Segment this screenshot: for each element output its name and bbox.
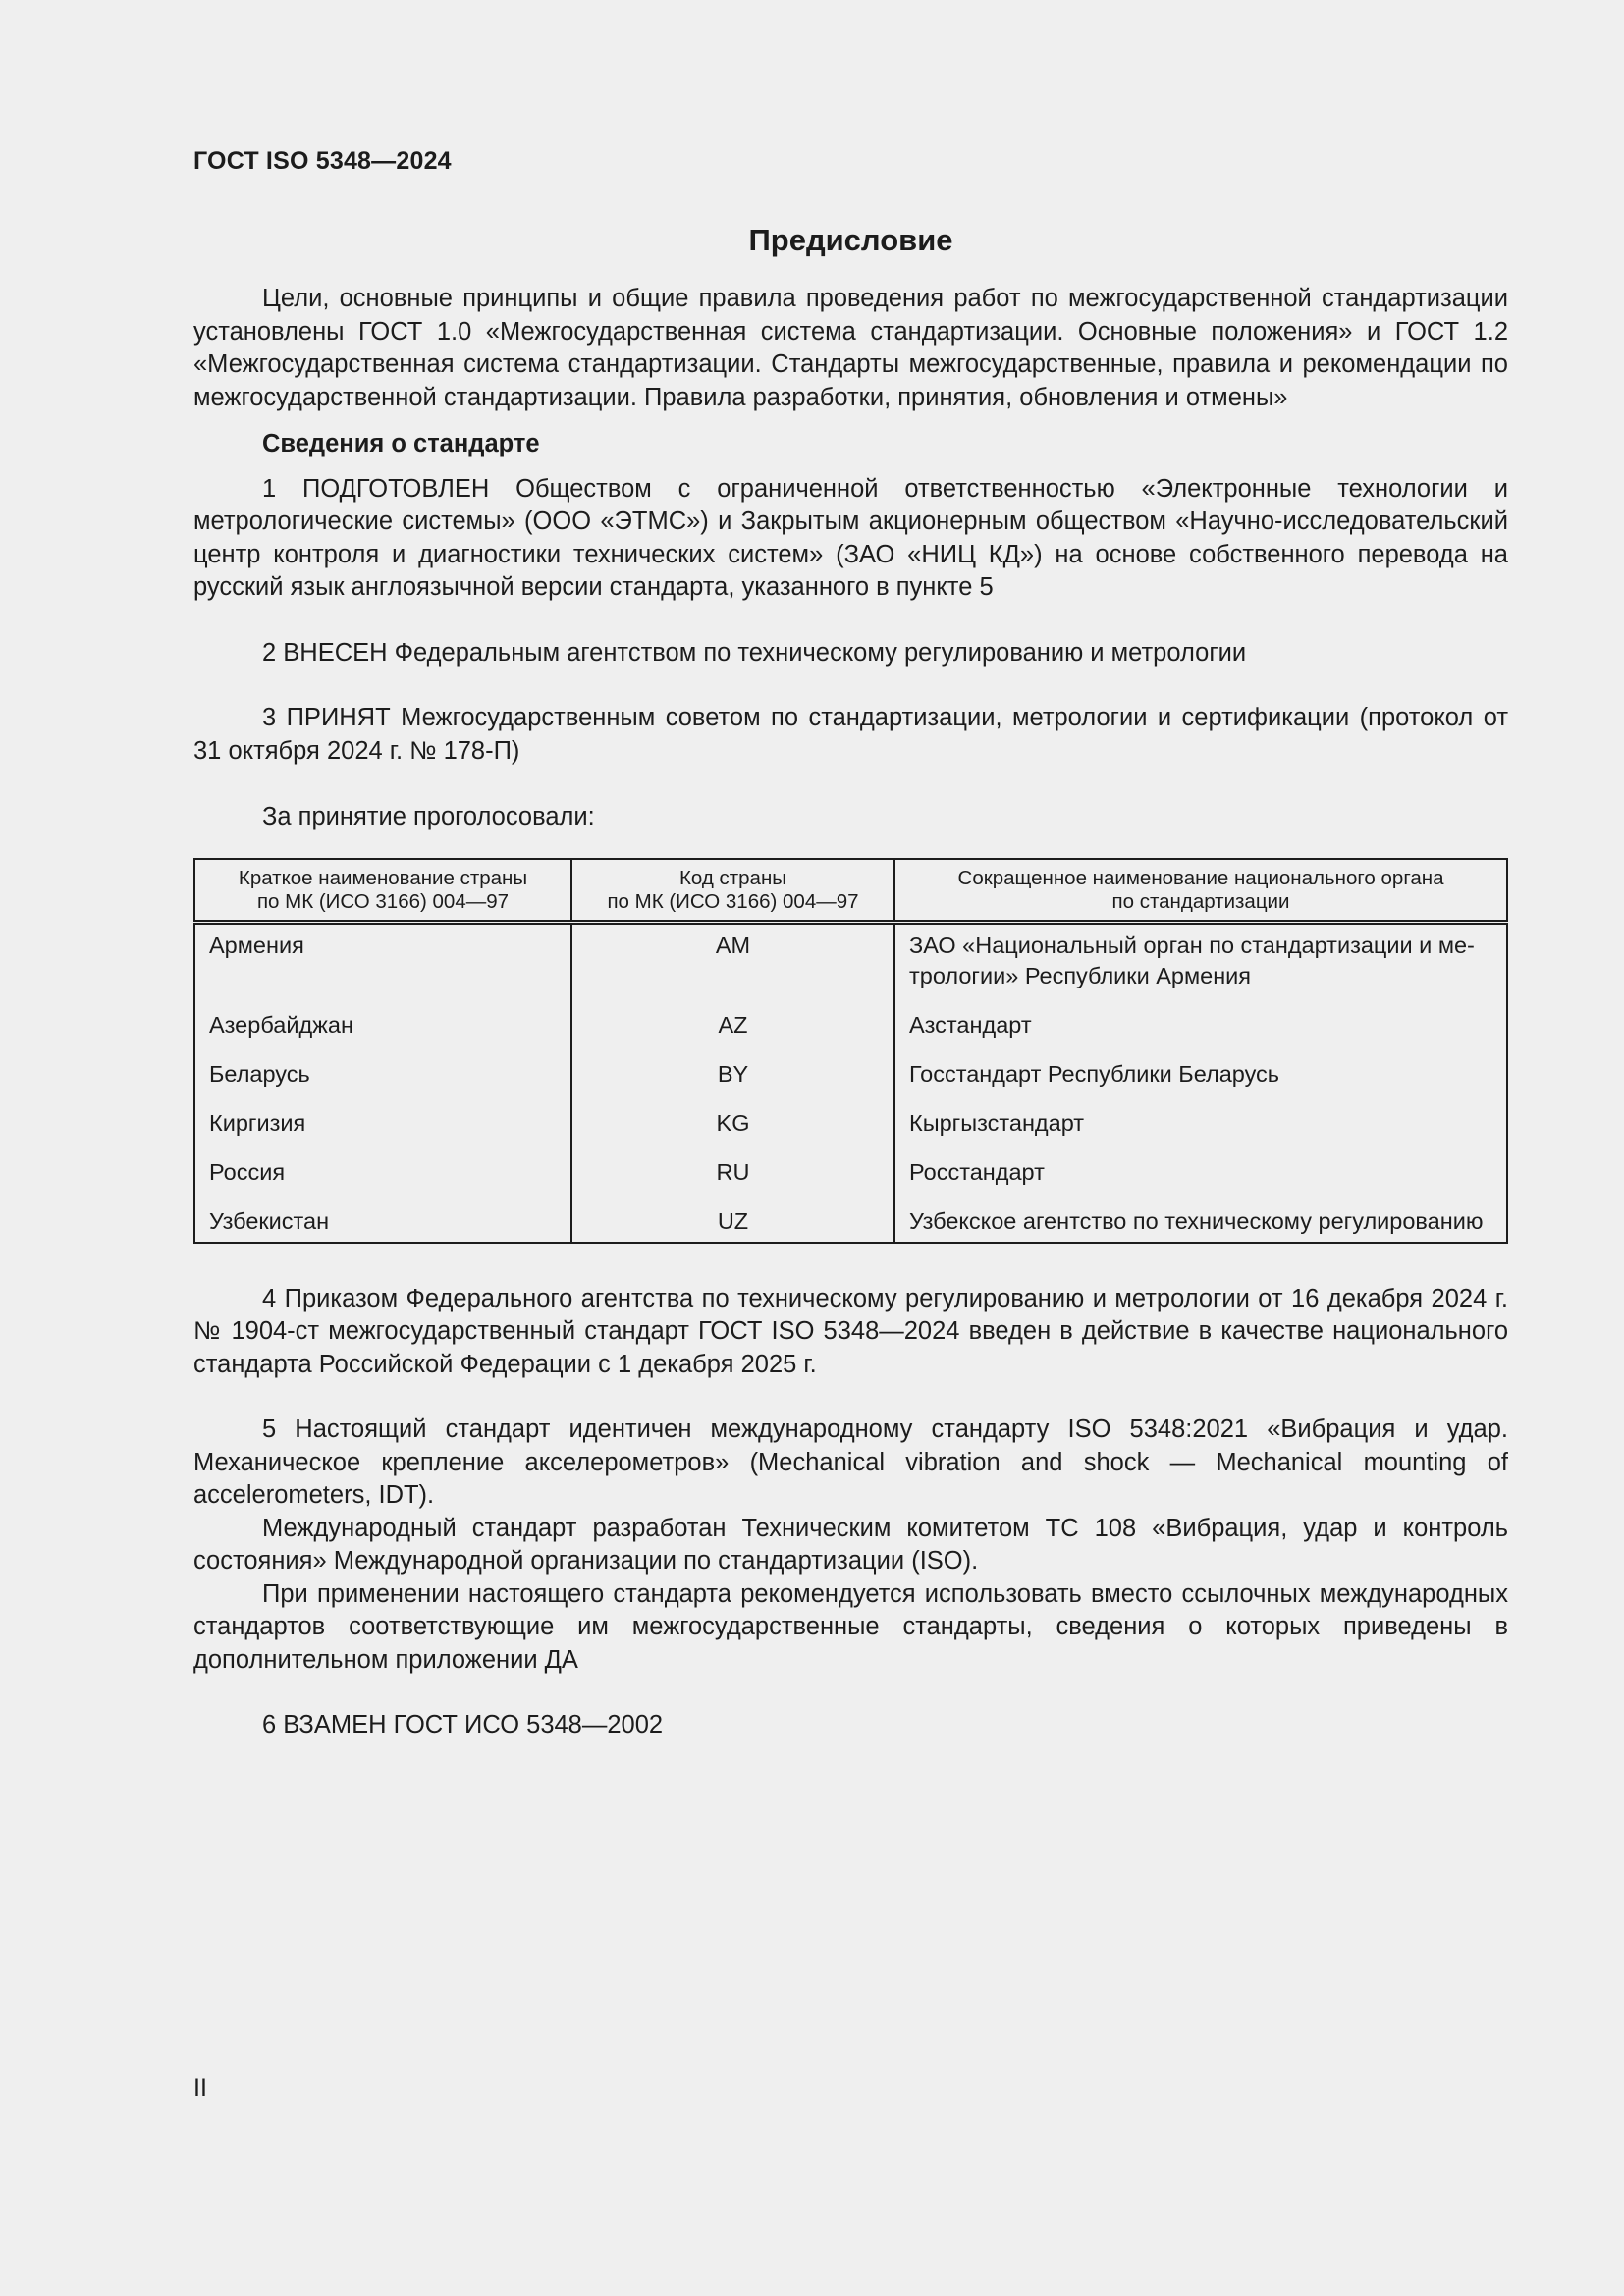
- code-cell: BY: [571, 1041, 894, 1090]
- code-cell: RU: [571, 1139, 894, 1188]
- item-1-paragraph: 1 ПОДГОТОВЛЕН Обществом с ограниченной ответственностью «Электронные технологии и метрологические системы» (ООО «ЭТМС») и Закрытым акционерным обществом «Научно-исследовательский центр контроля и диагностики технических систем» (ЗАО «НИЦ КД») на основе собственного перевода на русский язык англоязычной версии стандарта, указанного в пункте 5: [193, 474, 1508, 601]
- country-cell: Узбекистан: [194, 1188, 571, 1243]
- item-3-paragraph: 3 ПРИНЯТ Межгосударственным советом по стандартизации, метрологии и сертификации (протокол от 31 октября 2024 г. № 178-П): [193, 704, 1508, 765]
- country-cell: Азербайджан: [194, 991, 571, 1041]
- header-body-line1: Сокращенное наименование национального органа: [957, 866, 1444, 889]
- item-5-paragraph: 5 Настоящий стандарт идентичен международному стандарту ISO 5348:2021 «Вибрация и удар. Механическое крепление акселерометров» (Mechanical vibration and shock — Mechanical mounting of accelerometers, IDT).: [193, 1415, 1508, 1509]
- item-5-developer-paragraph: Международный стандарт разработан Техническим комитетом ТС 108 «Вибрация, удар и контроль состояния» Международной организации по стандартизации (ISO).: [193, 1514, 1508, 1575]
- code-cell: UZ: [571, 1188, 894, 1243]
- item-5-application-paragraph: При применении настоящего стандарта рекомендуется использовать вместо ссылочных международных стандартов соответствующие им межгосударственные стандарты, сведения о которых приведены в дополнительном приложении ДА: [193, 1579, 1508, 1674]
- item-6-paragraph: 6 ВЗАМЕН ГОСТ ИСО 5348—2002: [262, 1711, 664, 1738]
- table-row: [194, 1139, 1507, 1188]
- header-country-line1: Краткое наименование страны: [238, 866, 528, 889]
- standards-body-cell: Азстандарт: [894, 991, 1507, 1041]
- standards-body-cell: ЗАО «Национальный орган по стандартизации и метрологии» Республики Армения: [894, 922, 1507, 991]
- item-2-paragraph: 2 ВНЕСЕН Федеральным агентством по техническому регулированию и метрологии: [262, 638, 1247, 667]
- voting-countries-table: [193, 858, 1508, 1244]
- header-country: [194, 859, 571, 923]
- section-subheading: Сведения о стандарте: [262, 430, 540, 457]
- vote-paragraph: За принятие проголосовали:: [262, 803, 595, 830]
- header-code: [571, 859, 894, 923]
- page-title: Предисловие: [748, 223, 953, 257]
- header-body: [894, 859, 1507, 923]
- header-code-line2: по МК (ИСО 3166) 004—97: [607, 889, 859, 913]
- standards-body-cell: Росстандарт: [894, 1139, 1507, 1188]
- code-cell: AM: [571, 922, 894, 991]
- page-content: [193, 221, 1508, 1742]
- standards-body-cell: Госстандарт Республики Беларусь: [894, 1041, 1507, 1090]
- standards-body-cell: Кыргызстандарт: [894, 1090, 1507, 1139]
- page-number: II: [193, 2074, 207, 2102]
- table-row: [194, 922, 1507, 991]
- country-cell: Россия: [194, 1139, 571, 1188]
- table-row: [194, 1041, 1507, 1090]
- table-row: [194, 1188, 1507, 1243]
- header-code-line1: Код страны: [678, 866, 787, 889]
- table-row: [194, 991, 1507, 1041]
- country-cell: Беларусь: [194, 1041, 571, 1090]
- table-header-row: [194, 859, 1507, 923]
- standards-body-cell: Узбекское агентство по техническому регулированию: [894, 1188, 1507, 1243]
- country-cell: Киргизия: [194, 1090, 571, 1139]
- intro-paragraph: Цели, основные принципы и общие правила проведения работ по межгосударственной стандартизации установлены ГОСТ 1.0 «Межгосударственная система стандартизации. Основные положения» и ГОСТ 1.2 «Межгосударственная система стандартизации. Стандарты межгосударственные, правила и рекомендации по межгосударственной стандартизации. Правила разработки, принятия, обновления и отмены»: [193, 285, 1508, 411]
- header-country-line2: по МК (ИСО 3166) 004—97: [256, 889, 510, 913]
- code-cell: AZ: [571, 991, 894, 1041]
- country-cell: Армения: [194, 922, 571, 991]
- code-cell: KG: [571, 1090, 894, 1139]
- document-code-header: ГОСТ ISO 5348—2024: [193, 147, 452, 175]
- item-4-paragraph: 4 Приказом Федерального агентства по техническому регулированию и метрологии от 16 декабря 2024 г. № 1904-ст межгосударственный стандарт ГОСТ ISO 5348—2024 введен в действие в качестве национального стандарта Российской Федерации с 1 декабря 2025 г.: [193, 1284, 1508, 1378]
- table-row: [194, 1090, 1507, 1139]
- header-body-line2: по стандартизации: [1111, 889, 1290, 913]
